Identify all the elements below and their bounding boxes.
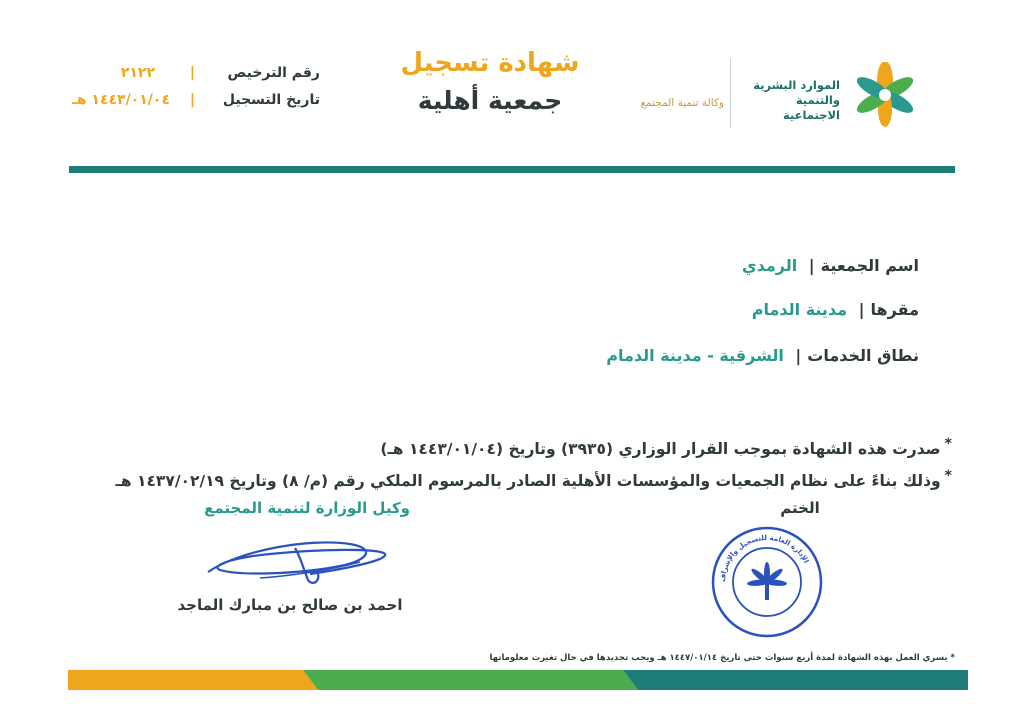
certificate-title: شهادة تسجيل	[400, 48, 580, 78]
field-separator: |	[858, 300, 865, 319]
registration-date-separator: |	[189, 92, 195, 108]
ministry-name	[740, 78, 840, 123]
statement-star: *	[944, 436, 952, 452]
seal-ring-text: الإدارة العامة للتسجيل والإشراف	[718, 533, 811, 583]
field-label: مقرها	[870, 300, 919, 319]
registration-date-row	[60, 92, 330, 114]
statement-star: *	[944, 468, 952, 484]
registration-date-label: تاريخ التسجيل	[222, 92, 320, 108]
field-service-scope	[319, 346, 919, 370]
ministry-name-line1: الموارد البشرية	[753, 78, 840, 92]
statement-royal-decree	[52, 468, 952, 490]
validity-footnote: * يسري العمل بهذه الشهادة لمدة أربع سنوات حتى تاريخ ١٤٤٧/٠١/١٤ هـ ويجب تجديدها في حال تغيرت معلوماتها	[489, 653, 955, 663]
license-number-label: رقم الترخيص	[227, 65, 320, 81]
field-label: نطاق الخدمات	[807, 346, 919, 365]
license-number-row	[60, 65, 330, 87]
field-value: الرمدي	[741, 256, 798, 275]
field-value: مدينة الدمام	[751, 300, 848, 319]
license-number-value: ٢١٢٢	[120, 65, 155, 81]
ministry-logo-icon	[845, 62, 925, 132]
footer-bar	[68, 670, 968, 690]
seal-label: الختم	[780, 499, 820, 517]
signer-name: احمد بن صالح بن مبارك الماجد	[177, 596, 403, 614]
statement-decision	[52, 436, 952, 458]
seal-stamp-icon	[709, 526, 825, 638]
license-separator: |	[189, 65, 195, 81]
registration-date-value: ١٤٤٣/٠١/٠٤ هـ	[72, 92, 170, 108]
field-headquarters	[319, 300, 919, 324]
field-separator: |	[808, 256, 815, 275]
header-divider	[730, 58, 731, 128]
statement-text: وذلك بناءً على نظام الجمعيات والمؤسسات الأهلية الصادر بالمرسوم الملكي رقم (م/ ٨) وتاريخ ١٤٣٧/٠٢/١٩ هـ	[115, 472, 941, 491]
field-separator: |	[795, 346, 802, 365]
statement-text: صدرت هذه الشهادة بموجب القرار الوزاري (٣٩٣٥) وتاريخ (١٤٤٣/٠١/٠٤ هـ)	[380, 440, 941, 459]
field-label: اسم الجمعية	[820, 256, 919, 275]
agency-name: وكالة تنمية المجتمع	[640, 97, 724, 109]
signature-icon	[200, 530, 390, 592]
field-association-name	[319, 256, 919, 280]
ministry-name-line2: والتنمية الاجتماعية	[782, 93, 840, 122]
certificate-subtitle: جمعية أهلية	[417, 86, 563, 115]
field-value: الشرقية - مدينة الدمام	[606, 346, 784, 365]
deputy-minister-title: وكيل الوزارة لتنمية المجتمع	[204, 499, 410, 517]
header-bar	[69, 166, 955, 173]
